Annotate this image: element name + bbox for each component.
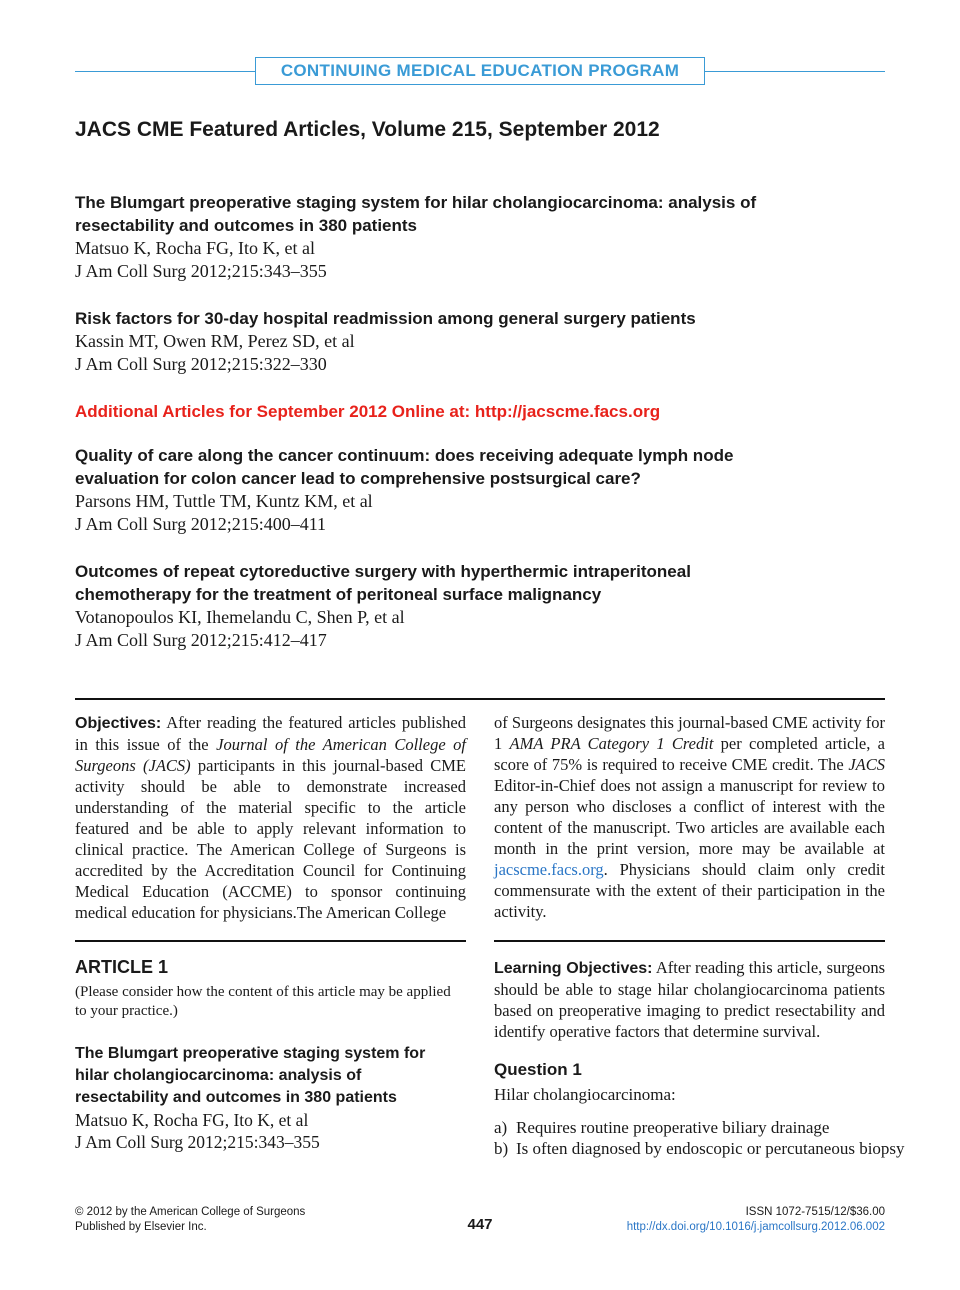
objectives-text: participants in this journal-based CME activity should be able to demonstrate increased understanding of the material specific to the article featured and be able to apply relevant information to clinical practice. The American College of Surgeons is accredited by the Accreditation Council for Continuing Medical Education (ACCME) to sponsor continuing medical education for physicians.The American College bbox=[75, 756, 467, 922]
article-1-note: (Please consider how the content of this article may be applied to your practice.) bbox=[75, 984, 451, 1019]
article-title-line[interactable]: The Blumgart preoperative staging system for hilar cholangiocarcinoma: analysis of bbox=[75, 193, 757, 212]
question-1-heading: Question 1 bbox=[494, 1060, 582, 1079]
journal-name: Journal of the American College of Surgeons (JACS) bbox=[75, 735, 466, 775]
article-title-line[interactable]: chemotherapy for the treatment of peritoneal surface malignancy bbox=[75, 585, 602, 604]
learning-objectives-label: Learning Objectives: bbox=[494, 960, 653, 977]
article-title-line: resectability and outcomes in 380 patients bbox=[75, 1089, 397, 1106]
article-citation: J Am Coll Surg 2012;215:412–417 bbox=[75, 630, 327, 650]
doi-link[interactable]: http://dx.doi.org/10.1016/j.jamcollsurg.2012.06.002 bbox=[626, 1221, 885, 1233]
cme-link[interactable]: jacscme.facs.org bbox=[494, 860, 604, 879]
objectives-text: After reading the featured articles published in this issue of the bbox=[75, 713, 466, 754]
article-authors: Parsons HM, Tuttle TM, Kuntz KM, et al bbox=[75, 491, 373, 511]
article-authors: Matsuo K, Rocha FG, Ito K, et al bbox=[75, 1110, 309, 1130]
featured-article bbox=[75, 191, 885, 283]
learning-objectives-text: After reading this article, surgeons should be able to stage hilar cholangiocarcinoma patients based on preoperative imaging to predict resectability and identify operative factors that determine survival. bbox=[494, 958, 885, 1041]
learning-objectives bbox=[494, 957, 885, 1042]
article-title-line: hilar cholangiocarcinoma: analysis of bbox=[75, 1067, 362, 1084]
answer-option[interactable] bbox=[494, 1117, 829, 1138]
article-title-line[interactable]: Outcomes of repeat cytoreductive surgery with hyperthermic intraperitoneal bbox=[75, 562, 691, 581]
objectives-right-column bbox=[494, 712, 885, 922]
additional-articles-heading[interactable]: Additional Articles for September 2012 Online at: http://jacscme.facs.org bbox=[75, 402, 661, 421]
answer-option[interactable] bbox=[494, 1138, 905, 1159]
featured-article bbox=[75, 307, 885, 376]
page-title: JACS CME Featured Articles, Volume 215, September 2012 bbox=[75, 118, 660, 141]
publisher: Published by Elsevier Inc. bbox=[75, 1221, 207, 1233]
article-title-line: The Blumgart preoperative staging system for bbox=[75, 1045, 426, 1062]
article-citation: J Am Coll Surg 2012;215:343–355 bbox=[75, 261, 327, 281]
option-letter: a) bbox=[494, 1118, 508, 1137]
option-letter: b) bbox=[494, 1139, 509, 1158]
objectives-text: of Surgeons designates this journal-based CME activity for 1 bbox=[494, 713, 885, 753]
objectives-text: . Physicians should claim only credit commensurate with the extent of their participation in the activity. bbox=[494, 860, 885, 921]
option-text: Requires routine preoperative biliary drainage bbox=[516, 1118, 830, 1137]
objectives-label: Objectives: bbox=[75, 715, 162, 732]
article-citation: J Am Coll Surg 2012;215:400–411 bbox=[75, 514, 327, 534]
section-divider bbox=[494, 940, 885, 942]
section-banner bbox=[75, 57, 885, 85]
banner-label: CONTINUING MEDICAL EDUCATION PROGRAM bbox=[255, 57, 705, 85]
footer-right bbox=[627, 1205, 885, 1235]
copyright: © 2012 by the American College of Surgeons bbox=[75, 1206, 306, 1218]
article-1-heading: ARTICLE 1 bbox=[75, 957, 169, 977]
additional-article bbox=[75, 560, 885, 652]
issn: ISSN 1072-7515/12/$36.00 bbox=[745, 1206, 885, 1218]
article-1-title[interactable] bbox=[75, 1043, 466, 1109]
article-title-line[interactable]: Risk factors for 30-day hospital readmission among general surgery patients bbox=[75, 309, 696, 328]
page-number: 447 bbox=[467, 1216, 493, 1233]
article-authors: Matsuo K, Rocha FG, Ito K, et al bbox=[75, 238, 315, 258]
article-citation: J Am Coll Surg 2012;215:322–330 bbox=[75, 354, 327, 374]
article-citation: J Am Coll Surg 2012;215:343–355 bbox=[75, 1132, 320, 1152]
section-divider bbox=[75, 940, 466, 942]
article-title-line[interactable]: resectability and outcomes in 380 patients bbox=[75, 216, 418, 235]
objectives-text: per completed article, a score of 75% is required to receive CME credit. The bbox=[494, 734, 885, 774]
question-1-stem: Hilar cholangiocarcinoma: bbox=[494, 1085, 676, 1104]
article-authors: Kassin MT, Owen RM, Perez SD, et al bbox=[75, 331, 355, 351]
jacs-name: JACS bbox=[848, 755, 885, 774]
objectives-text: Editor-in-Chief does not assign a manuscript for review to any person who discloses a conflict of interest with the content of the manuscript. Two articles are available each month in the print version, more may be available at bbox=[494, 776, 885, 858]
option-text: Is often diagnosed by endoscopic or percutaneous biopsy bbox=[516, 1139, 905, 1158]
section-divider bbox=[75, 698, 885, 700]
credit-name: AMA PRA Category 1 Credit bbox=[509, 734, 714, 753]
article-title-line[interactable]: evaluation for colon cancer lead to comprehensive postsurgical care? bbox=[75, 469, 641, 488]
objectives-left-column bbox=[75, 712, 466, 923]
article-authors: Votanopoulos KI, Ihemelandu C, Shen P, et al bbox=[75, 607, 405, 627]
featured-articles bbox=[75, 191, 885, 676]
article-title-line[interactable]: Quality of care along the cancer continuum: does receiving adequate lymph node bbox=[75, 446, 734, 465]
additional-article bbox=[75, 444, 885, 536]
article-1-block bbox=[75, 955, 466, 1153]
